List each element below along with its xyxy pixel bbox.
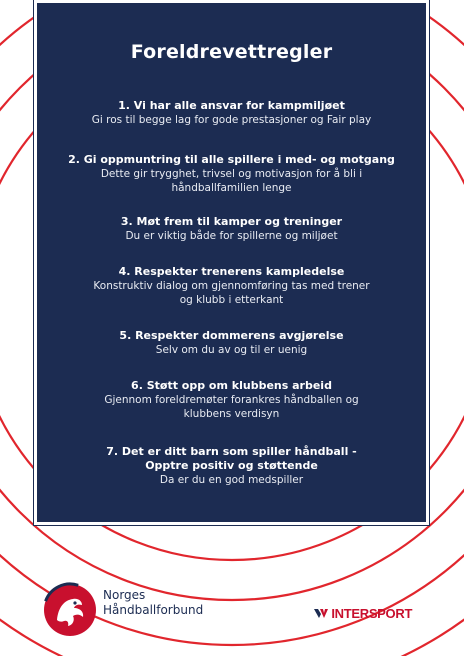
rule-4-heading: 4. Respekter trenerens kampledelse xyxy=(118,265,345,278)
rule-7-heading-line1: 7. Det er ditt barn som spiller håndball - xyxy=(106,445,357,458)
nhf-logo-icon xyxy=(40,580,100,640)
rule-7-heading-line2: Opptre positiv og støttende xyxy=(145,459,318,472)
poster-title: Foreldrevettregler xyxy=(130,41,333,63)
rule-1-text: Gi ros til begge lag for gode prestasjoner og Fair play xyxy=(91,114,372,126)
intersport-chevron-icon xyxy=(314,609,328,618)
rule-6-text-line1: Gjennom foreldremøter forankres håndballen og xyxy=(104,394,359,406)
rule-6-heading: 6. Støtt opp om klubbens arbeid xyxy=(131,379,332,392)
nhf-wordmark-line1: Norges xyxy=(103,588,146,602)
intersport-wordmark: INTERSPORT xyxy=(331,606,413,621)
rule-2-text-line2: håndballfamilien lenge xyxy=(171,182,292,194)
rule-6 xyxy=(37,379,426,421)
rule-1 xyxy=(37,99,426,127)
rule-2 xyxy=(37,153,426,195)
rule-5-heading: 5. Respekter dommerens avgjørelse xyxy=(119,329,344,342)
rule-3-heading: 3. Møt frem til kamper og treninger xyxy=(120,215,343,228)
rule-1-heading: 1. Vi har alle ansvar for kampmiljøet xyxy=(118,99,345,112)
rule-4-text-line1: Konstruktiv dialog om gjennomføring tas med trener xyxy=(93,280,370,292)
rule-2-text-line1: Dette gir trygghet, trivsel og motivasjon for å bli i xyxy=(100,168,363,180)
rule-7 xyxy=(37,445,426,487)
rule-2-heading: 2. Gi oppmuntring til alle spillere i med- og motgang xyxy=(68,153,395,166)
rules-card xyxy=(34,0,429,525)
rule-3-text: Du er viktig både for spillerne og miljøet xyxy=(125,230,338,242)
rule-6-text-line2: klubbens verdisyn xyxy=(183,408,280,420)
intersport-logo xyxy=(314,606,412,621)
nhf-wordmark-line2: Håndballforbund xyxy=(103,603,204,617)
rule-7-text: Da er du en god medspiller xyxy=(159,474,304,486)
rule-3 xyxy=(37,215,426,243)
rule-5-text: Selv om du av og til er uenig xyxy=(155,344,308,356)
rule-4-text-line2: og klubb i etterkant xyxy=(179,294,284,306)
nhf-wordmark xyxy=(103,588,203,618)
rule-4 xyxy=(37,265,426,307)
rule-5 xyxy=(37,329,426,357)
